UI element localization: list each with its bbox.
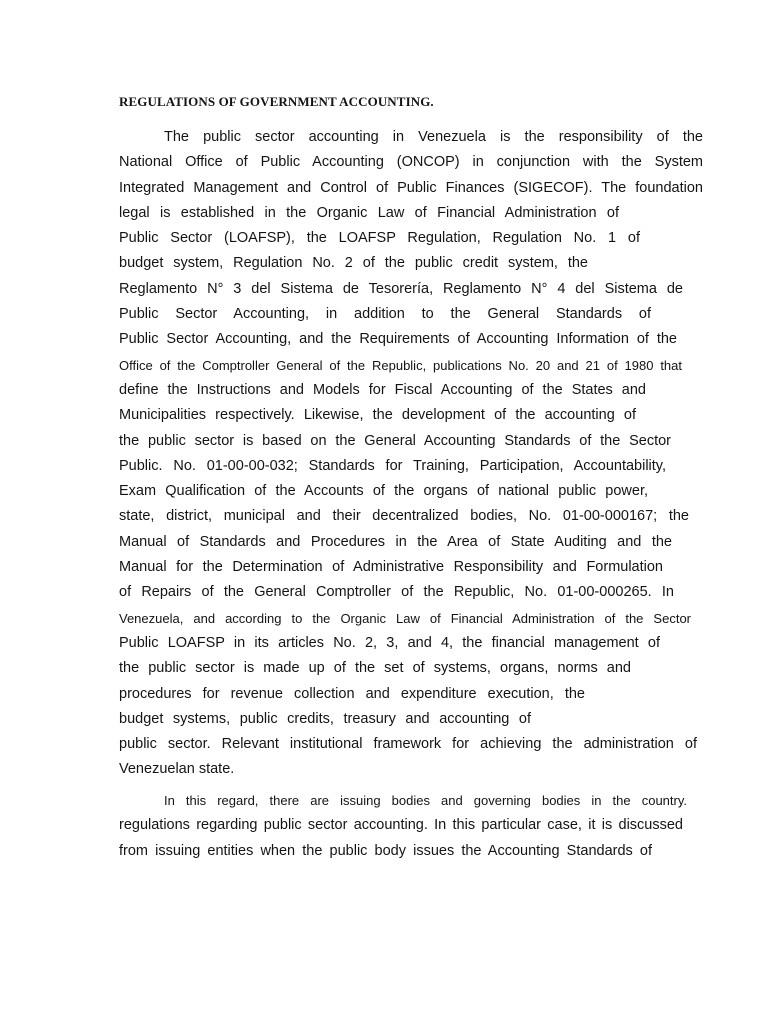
document-title: REGULATIONS OF GOVERNMENT ACCOUNTING. — [119, 94, 434, 109]
text-line: the public sector is made up of the set of systems, organs, norms and — [119, 660, 631, 677]
text-line: Venezuela, and according to the Organic Law of Financial Administration of the Sector — [119, 610, 691, 626]
text-line: public sector. Relevant institutional framework for achieving the administration of — [119, 736, 697, 753]
text-line: Public Sector Accounting, and the Requirements of Accounting Information of the — [119, 331, 677, 348]
text-line: state, district, municipal and their decentralized bodies, No. 01-00-000167; the — [119, 508, 689, 525]
text-line: Integrated Management and Control of Public Finances (SIGECOF). The foundation — [119, 179, 703, 196]
text-line: Municipalities respectively. Likewise, the development of the accounting of — [119, 407, 636, 424]
text-line: budget system, Regulation No. 2 of the public credit system, the — [119, 255, 588, 272]
text-line: Exam Qualification of the Accounts of the organs of national public power, — [119, 483, 648, 500]
text-line: The public sector accounting in Venezuela is the responsibility of the — [164, 129, 703, 145]
text-line: the public sector is based on the General Accounting Standards of the Sector — [119, 432, 671, 449]
text-line: from issuing entities when the public body issues the Accounting Standards of — [119, 842, 652, 859]
text-line: National Office of Public Accounting (ONCOP) in conjunction with the System — [119, 154, 703, 171]
text-line: Manual for the Determination of Administrative Responsibility and Formulation — [119, 559, 663, 576]
text-line: regulations regarding public sector accounting. In this particular case, it is discussed — [119, 817, 683, 834]
text-line: Public Sector (LOAFSP), the LOAFSP Regulation, Regulation No. 1 of — [119, 230, 640, 247]
text-line: Public LOAFSP in its articles No. 2, 3, and 4, the financial management of — [119, 634, 660, 651]
text-line: In this regard, there are issuing bodies and governing bodies in the country. — [164, 793, 687, 808]
text-line: Office of the Comptroller General of the Republic, publications No. 20 and 21 of 1980 that — [119, 357, 682, 373]
text-line: legal is established in the Organic Law of Financial Administration of — [119, 204, 619, 221]
text-line: Reglamento N° 3 del Sistema de Tesorería, Reglamento N° 4 del Sistema de — [119, 280, 683, 297]
text-line: budget systems, public credits, treasury and accounting of — [119, 710, 531, 727]
text-line: of Repairs of the General Comptroller of the Republic, No. 01-00-000265. In — [119, 584, 674, 601]
text-line: Public. No. 01-00-00-032; Standards for Training, Participation, Accountability, — [119, 457, 666, 474]
body-paragraph-2 — [119, 788, 687, 864]
text-line: define the Instructions and Models for Fiscal Accounting of the States and — [119, 381, 646, 398]
text-line: Manual of Standards and Procedures in the Area of State Auditing and the — [119, 533, 672, 550]
body-paragraph-1 — [119, 125, 703, 783]
text-line: Venezuelan state. — [119, 761, 235, 778]
text-line: Public Sector Accounting, in addition to the General Standards of — [119, 306, 651, 323]
text-line: procedures for revenue collection and expenditure execution, the — [119, 685, 585, 702]
